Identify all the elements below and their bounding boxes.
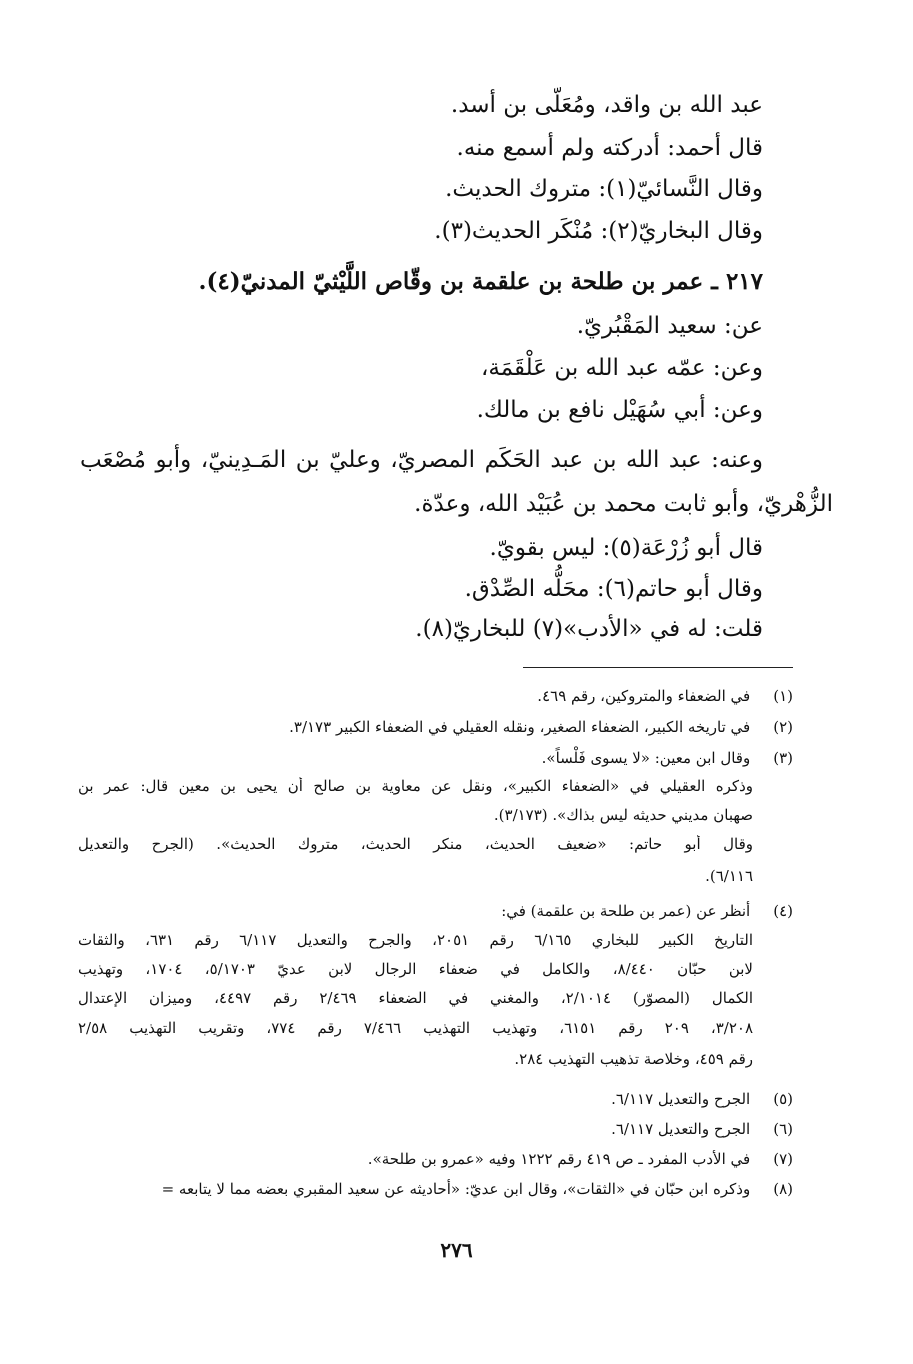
footnote xyxy=(611,1090,793,1108)
footnote-continuation: ٣/٢٠٨، ٢٠٩ رقم ٦١٥١، وتهذيب التهذيب ٧/٤٦٦ رقم ٧٧٤، وتقريب التهذيب ٢/٥٨ xyxy=(78,1019,753,1037)
footnote xyxy=(611,1120,793,1138)
text-line: عبد الله بن واقد، ومُعَلّى بن أسد. xyxy=(450,92,763,118)
footnote-number: (٣) xyxy=(773,749,793,767)
footnote-separator xyxy=(523,667,793,668)
footnote-text: أنظر عن (عمر بن طلحة بن علقمة) في: xyxy=(501,902,751,920)
footnote-number: (٧) xyxy=(773,1150,793,1168)
footnote-number: (٦) xyxy=(773,1120,793,1138)
footnote-number: (٨) xyxy=(773,1180,793,1198)
footnote xyxy=(368,1150,793,1168)
footnote-continuation: لابن حبّان ٨/٤٤٠، والكامل في ضعفاء الرجال لابن عديّ ٥/١٧٠٣، ١٧٠٤، وتهذيب xyxy=(78,960,753,978)
text-line: وقال النَّسائيّ(١): متروك الحديث. xyxy=(445,176,763,202)
footnote-continuation: وقال أبو حاتم: «ضعيف الحديث، منكر الحديث، متروك الحديث». (الجرح والتعديل xyxy=(78,835,753,853)
text-line: وعن: عمّه عبد الله بن عَلْقَمَة، xyxy=(480,355,763,381)
text-line: وقال البخاريّ(٢): مُنْكَر الحديث(٣). xyxy=(434,218,763,244)
footnote-number: (٤) xyxy=(773,902,793,920)
footnote xyxy=(289,718,793,736)
footnote xyxy=(537,687,793,705)
footnote-continuation: صهبان مديني حديثه ليس بذاك». (٣/١٧٣). xyxy=(493,806,753,824)
footnote xyxy=(162,1180,793,1198)
page-number: ٢٧٦ xyxy=(440,1238,473,1262)
footnote-continuation: الكمال (المصوّر) ٢/١٠١٤، والمغني في الضعفاء ٢/٤٦٩ رقم ٤٤٩٧، وميزان الإعتدال xyxy=(78,989,753,1007)
footnote xyxy=(542,749,793,767)
footnote-number: (٥) xyxy=(773,1090,793,1108)
text-line: وعن: أبي سُهَيْل نافع بن مالك. xyxy=(476,397,763,423)
text-line: قال أبو زُرْعَة(٥): ليس بقويّ. xyxy=(489,535,763,561)
text-line: وقال أبو حاتم(٦): محَلُّه الصِّدْق. xyxy=(464,576,763,602)
footnote-continuation: رقم ٤٥٩، وخلاصة تذهيب التهذيب ٢٨٤. xyxy=(514,1050,753,1068)
footnote-continuation: وذكره العقيلي في «الضعفاء الكبير»، ونقل عن معاوية بن صالح أن يحيى بن معين قال: عمر بن xyxy=(78,777,753,795)
footnote-text: في الأدب المفرد ـ ص ٤١٩ رقم ١٢٢٢ وفيه «عمرو بن طلحة». xyxy=(367,1150,751,1168)
footnote-text: الجرح والتعديل ٦/١١٧. xyxy=(611,1090,751,1108)
footnote-continuation: ٦/١١٦). xyxy=(705,867,753,885)
footnote xyxy=(501,902,793,920)
text-line: الزُّهْريّ، وأبو ثابت محمد بن عُبَيْد الله، وعدّة. xyxy=(414,491,833,517)
text-line: وعنه: عبد الله بن عبد الحَكَم المصريّ، وعليّ بن المَـدِينيّ، وأبو مُصْعَب xyxy=(80,447,763,473)
footnote-continuation: التاريخ الكبير للبخاري ٦/١٦٥ رقم ٢٠٥١، والجرح والتعديل ٦/١١٧ رقم ٦٣١، والثقات xyxy=(78,931,753,949)
text-line: عن: سعيد المَقْبُريّ. xyxy=(576,313,763,339)
text-line: قلت: له في «الأدب»(٧) للبخاريّ(٨). xyxy=(415,616,763,642)
entry-heading: ٢١٧ ـ عمر بن طلحة بن علقمة بن وقّاص اللَّيْثيّ المدنيّ(٤). xyxy=(198,268,763,295)
footnote-text: في الضعفاء والمتروكين، رقم ٤٦٩. xyxy=(537,687,751,705)
footnote-text: وقال ابن معين: «لا يسوى فَلْساً». xyxy=(541,749,751,767)
footnote-text: وذكره ابن حبّان في «الثقات»، وقال ابن عديّ: «أحاديثه عن سعيد المقبري بعضه مما لا يتابعه = xyxy=(161,1180,751,1198)
footnote-number: (٢) xyxy=(773,718,793,736)
text-line: قال أحمد: أدركته ولم أسمع منه. xyxy=(456,135,763,161)
footnote-text: الجرح والتعديل ٦/١١٧. xyxy=(611,1120,751,1138)
footnote-text: في تاريخه الكبير، الضعفاء الصغير، ونقله العقيلي في الضعفاء الكبير ٣/١٧٣. xyxy=(289,718,751,736)
footnote-number: (١) xyxy=(773,687,793,705)
